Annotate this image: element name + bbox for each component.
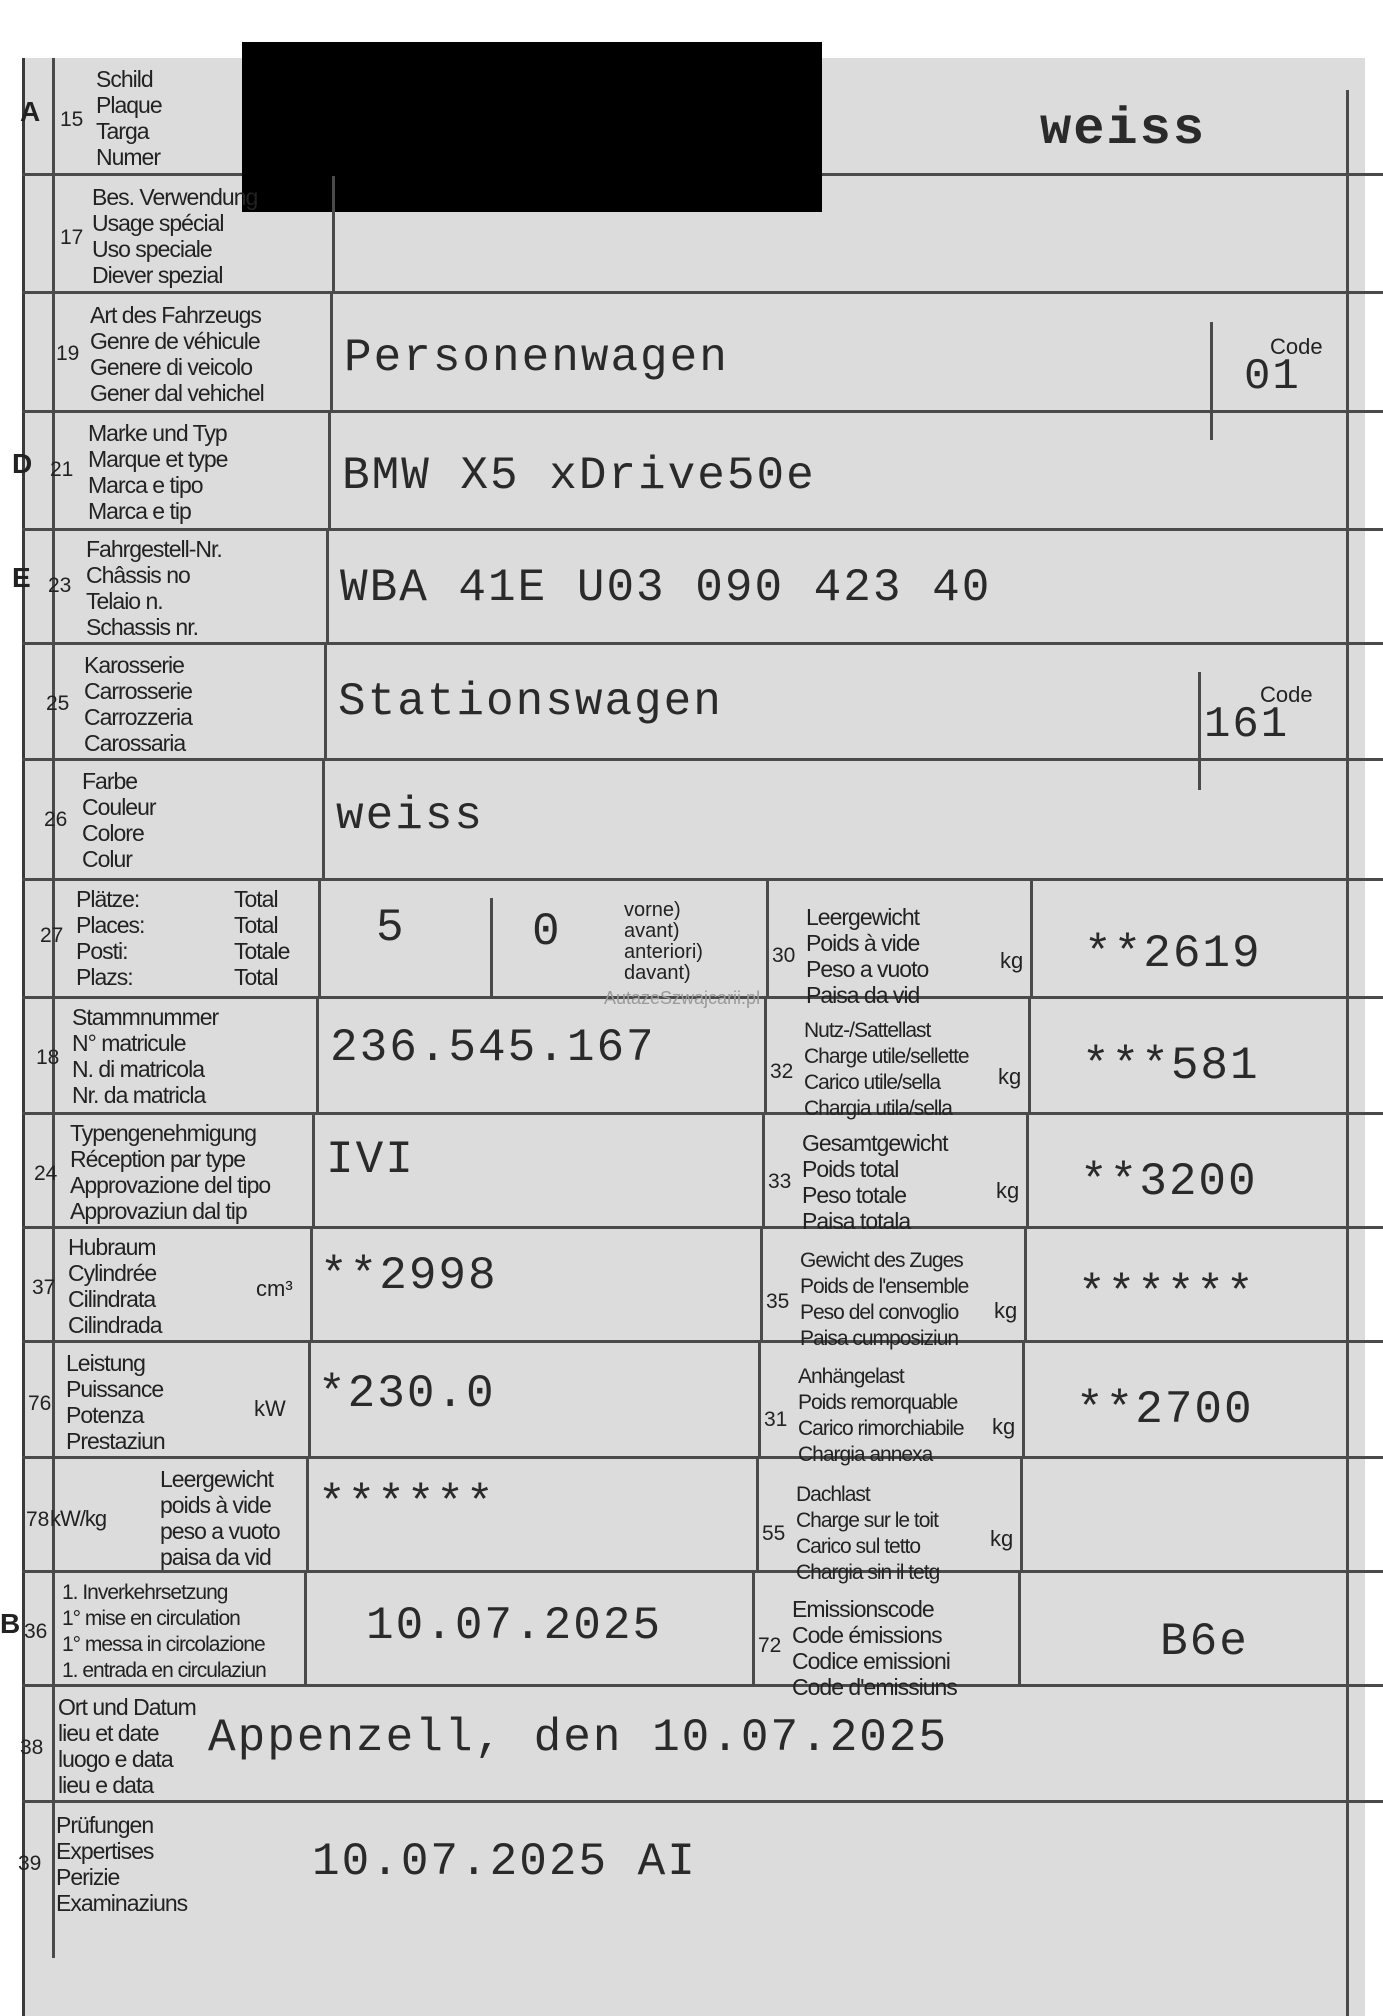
divider bbox=[1028, 998, 1031, 1114]
field-number: 18 bbox=[36, 1046, 60, 1069]
plate-value: weiss bbox=[1040, 100, 1207, 159]
payload-value: ***581 bbox=[1082, 1040, 1260, 1092]
field-number: 30 bbox=[772, 944, 796, 967]
field-label: 1. Inverkehrsetzung 1° mise en circulation 1° messa in circolazione 1. entrada en circulaziun bbox=[62, 1581, 266, 1682]
trailer-load-value: **2700 bbox=[1076, 1384, 1254, 1436]
field-number: 21 bbox=[50, 458, 74, 481]
divider bbox=[1030, 880, 1033, 998]
divider bbox=[766, 880, 769, 998]
power-weight-value: ****** bbox=[318, 1478, 496, 1530]
field-number: 55 bbox=[762, 1522, 786, 1545]
body-type-value: Stationswagen bbox=[338, 676, 723, 728]
vehicle-type-value: Personenwagen bbox=[344, 332, 729, 384]
field-label: Farbe Couleur Colore Colur bbox=[82, 768, 156, 872]
field-number: 26 bbox=[44, 808, 68, 831]
kwkg-prefix: kW/kg bbox=[50, 1506, 107, 1531]
divider bbox=[304, 1572, 307, 1686]
field-label: Gewicht des Zuges Poids de l'ensemble Peso del convoglio Paisa cumposiziun bbox=[800, 1249, 969, 1350]
matriculation-number-value: 236.545.167 bbox=[330, 1022, 656, 1074]
divider bbox=[752, 1572, 755, 1686]
field-number: 15 bbox=[60, 108, 84, 131]
field-label: Hubraum Cylindrée Cilindrata Cilindrada bbox=[68, 1234, 162, 1338]
divider bbox=[764, 998, 767, 1114]
field-label: Anhängelast Poids remorquable Carico rimorchiabile Chargia annexa bbox=[798, 1365, 964, 1466]
divider bbox=[1026, 1114, 1029, 1228]
side-letter-e: E bbox=[12, 562, 31, 593]
divider bbox=[322, 760, 325, 880]
vehicle-type-code: 01 bbox=[1244, 352, 1301, 402]
field-label: Typengenehmigung Réception par type Approvazione del tipo Approvaziun dal tip bbox=[70, 1120, 271, 1224]
divider bbox=[324, 644, 327, 760]
field-label: Leergewicht poids à vide peso a vuoto paisa da vid bbox=[160, 1466, 280, 1570]
code-label: Code bbox=[1260, 682, 1313, 707]
field-label: Schild Plaque Targa Numer bbox=[96, 66, 162, 170]
emission-code-value: B6e bbox=[1160, 1616, 1249, 1668]
unit-label: kg bbox=[998, 1064, 1022, 1089]
unit-label: cm³ bbox=[256, 1276, 293, 1301]
chassis-number-value: WBA 41E U03 090 423 40 bbox=[340, 562, 992, 614]
field-number: 24 bbox=[34, 1162, 58, 1185]
field-number: 35 bbox=[766, 1290, 790, 1313]
field-number: 72 bbox=[758, 1634, 782, 1657]
field-number: 17 bbox=[60, 226, 84, 249]
field-number: 33 bbox=[768, 1170, 792, 1193]
side-letter-b: B bbox=[0, 1608, 21, 1639]
field-label: Plätze: Places: Posti: Plazs: bbox=[76, 886, 145, 990]
divider bbox=[758, 1342, 761, 1458]
field-number: 78 bbox=[26, 1508, 50, 1531]
divider bbox=[1018, 1572, 1021, 1686]
first-registration-value: 10.07.2025 bbox=[366, 1600, 663, 1652]
side-letter-a: A bbox=[20, 96, 41, 127]
field-number: 32 bbox=[770, 1060, 794, 1083]
field-label: Leistung Puissance Potenza Prestaziun bbox=[66, 1350, 165, 1454]
divider bbox=[332, 176, 335, 294]
divider bbox=[312, 1114, 315, 1228]
divider bbox=[330, 294, 333, 412]
gross-weight-value: **3200 bbox=[1080, 1156, 1258, 1208]
type-approval-value: IVI bbox=[326, 1134, 415, 1186]
total-labels: Total Total Totale Total bbox=[234, 886, 290, 990]
field-label: Marke und Typ Marque et type Marca e tipo Marca e tip bbox=[88, 420, 228, 524]
unit-label: kg bbox=[1000, 948, 1024, 973]
code-label: Code bbox=[1270, 334, 1323, 359]
field-number: 37 bbox=[32, 1276, 56, 1299]
field-number: 36 bbox=[24, 1620, 48, 1643]
field-label: Nutz-/Sattellast Charge utile/sellette Carico utile/sella Chargia utila/sella bbox=[804, 1019, 969, 1120]
divider bbox=[762, 1114, 765, 1228]
divider bbox=[1020, 1458, 1023, 1572]
divider bbox=[310, 1228, 313, 1342]
side-letter-d: D bbox=[12, 448, 33, 479]
field-label: Stammnummer N° matricule N. di matricola Nr. da matricla bbox=[72, 1004, 219, 1108]
unit-label: kg bbox=[994, 1298, 1018, 1323]
row-26 bbox=[22, 760, 1383, 881]
unit-label: kg bbox=[996, 1178, 1020, 1203]
divider bbox=[316, 998, 319, 1114]
right-border-line bbox=[1346, 90, 1349, 2016]
unit-label: kg bbox=[990, 1526, 1014, 1551]
field-number: 38 bbox=[20, 1736, 44, 1759]
divider bbox=[318, 880, 321, 998]
field-label: Fahrgestell-Nr. Châssis no Telaio n. Schassis nr. bbox=[86, 536, 222, 640]
divider bbox=[1022, 1342, 1025, 1458]
field-label: Art des Fahrzeugs Genre de véhicule Genere di veicolo Gener dal vehichel bbox=[90, 302, 264, 406]
field-number: 19 bbox=[56, 342, 80, 365]
power-value: *230.0 bbox=[318, 1368, 496, 1420]
seats-front-value: 0 bbox=[532, 906, 562, 958]
field-number: 31 bbox=[764, 1408, 788, 1431]
place-date-value: Appenzell, den 10.07.2025 bbox=[208, 1712, 949, 1764]
displacement-value: **2998 bbox=[320, 1250, 498, 1302]
field-number: 39 bbox=[18, 1852, 42, 1875]
inspection-value: 10.07.2025 AI bbox=[312, 1836, 697, 1888]
divider bbox=[756, 1458, 759, 1572]
divider bbox=[760, 1228, 763, 1342]
divider bbox=[328, 412, 331, 530]
field-number: 23 bbox=[48, 574, 72, 597]
field-number: 27 bbox=[40, 924, 64, 947]
make-model-value: BMW X5 xDrive50e bbox=[342, 450, 816, 502]
divider bbox=[326, 530, 329, 644]
field-label: Dachlast Charge sur le toit Carico sul tetto Chargia sin il tetg bbox=[796, 1483, 940, 1584]
divider bbox=[490, 898, 493, 996]
field-number: 25 bbox=[46, 692, 70, 715]
front-labels: vorne) avant) anteriori) davant) bbox=[624, 899, 703, 984]
body-type-code: 161 bbox=[1204, 700, 1290, 750]
field-label: Prüfungen Expertises Perizie Examinaziuns bbox=[56, 1812, 188, 1916]
field-label: Karosserie Carrosserie Carrozzeria Carossaria bbox=[84, 652, 192, 756]
field-label: Emissionscode Code émissions Codice emissioni Code d'emissiuns bbox=[792, 1596, 957, 1700]
field-number: 76 bbox=[28, 1392, 52, 1415]
unit-label: kW bbox=[254, 1396, 286, 1421]
empty-weight-value: **2619 bbox=[1084, 928, 1262, 980]
unit-label: kg bbox=[992, 1414, 1016, 1439]
field-label: Bes. Verwendung Usage spécial Uso speciale Diever spezial bbox=[92, 184, 258, 288]
combination-weight-value: ****** bbox=[1078, 1268, 1256, 1320]
color-value: weiss bbox=[336, 790, 485, 842]
field-label: Ort und Datum lieu et date luogo e data lieu e data bbox=[58, 1694, 196, 1798]
watermark: AutazeSzwajcarii.pl bbox=[604, 988, 761, 1008]
seats-total-value: 5 bbox=[376, 902, 406, 954]
divider bbox=[308, 1342, 311, 1458]
divider bbox=[1024, 1228, 1027, 1342]
field-label: Gesamtgewicht Poids total Peso totale Paisa totala bbox=[802, 1130, 948, 1234]
divider bbox=[306, 1458, 309, 1572]
field-label: Leergewicht Poids à vide Peso a vuoto Paisa da vid bbox=[806, 904, 929, 1008]
